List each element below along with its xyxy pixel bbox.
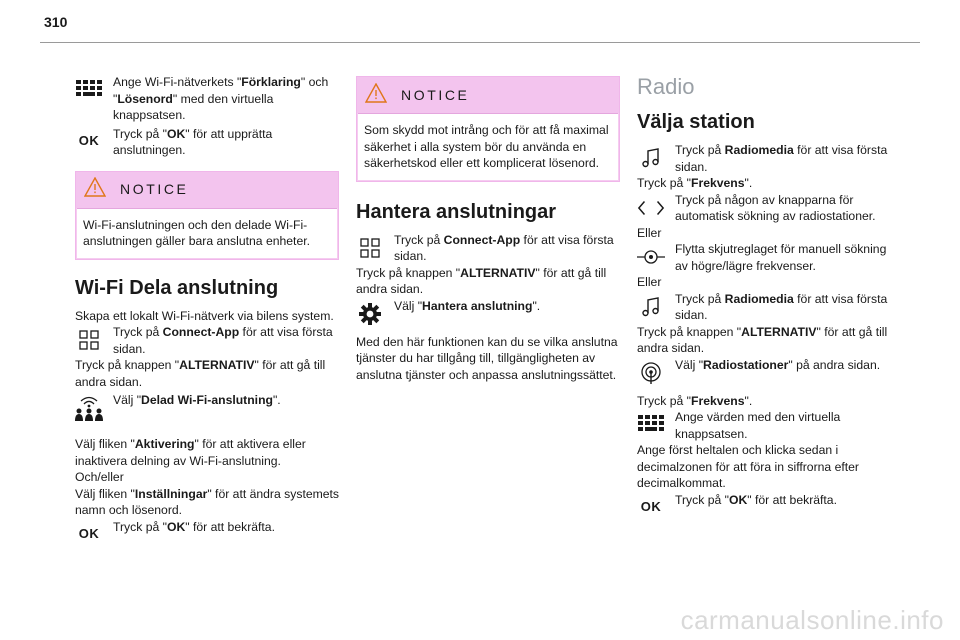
notice-text: Wi-Fi-anslutningen och den delade Wi-Fi-anslutningen gäller bara anslutna enheter. xyxy=(77,208,337,258)
instruction-manual-search xyxy=(637,241,901,274)
frequency-slider-icon xyxy=(637,243,665,271)
ok-icon: OK xyxy=(640,499,662,515)
watermark: carmanualsonline.info xyxy=(680,605,944,635)
warning-icon xyxy=(84,177,106,202)
chevron-left-right-icon xyxy=(637,194,665,222)
ok-icon: OK xyxy=(78,526,100,542)
gear-icon xyxy=(356,300,384,328)
instruction-ok-confirm xyxy=(637,492,901,524)
column-left xyxy=(75,74,339,551)
paragraph-text: Och/eller xyxy=(75,470,124,484)
connect-app-icon xyxy=(75,326,103,354)
wifi-sharing-icon xyxy=(75,392,103,424)
notice-header xyxy=(357,77,619,113)
paragraph-text: Välj fliken "Aktivering" för att aktivera eller inaktivera delning av Wi-Fi-anslutning. xyxy=(75,437,306,468)
paragraph-text: Ange först heltalen och klicka sedan i decimalzonen för att föra in siffrorna efter decimalkommat. xyxy=(637,443,859,490)
instruction-text: Tryck på Connect-App för att visa första sidan. xyxy=(113,325,333,356)
instruction-text: Ange Wi-Fi-nätverkets "Förklaring" och "Lösenord" med den virtuella knappsatsen. xyxy=(113,75,329,122)
instruction-text: Välj "Delad Wi-Fi-anslutning". xyxy=(113,393,281,407)
instruction-ok-confirm xyxy=(75,519,339,551)
instruction-text: Ange värden med den virtuella knappsatsen. xyxy=(675,410,841,441)
music-note-icon xyxy=(637,293,665,321)
notice-box xyxy=(75,171,339,260)
instruction-manage-connection xyxy=(356,298,620,330)
section-heading: Wi-Fi Dela anslutning xyxy=(75,276,279,299)
paragraph-text: Tryck på knappen "ALTERNATIV" för att gå till andra sidan. xyxy=(75,358,326,389)
instruction-text: Tryck på Radiomedia för att visa första sidan. xyxy=(675,143,888,174)
instruction-text: Tryck på någon av knapparna för automatisk sökning av radiostationer. xyxy=(675,192,876,223)
instruction-radiomedia xyxy=(637,291,901,324)
paragraph-text: Tryck på "Frekvens". xyxy=(637,393,753,408)
instruction-text: Flytta skjutreglaget för manuell sökning av högre/lägre frekvenser. xyxy=(675,242,887,273)
warning-icon xyxy=(365,83,387,108)
instruction-text: Välj "Radiostationer" på andra sidan. xyxy=(675,357,881,372)
instruction-text: Tryck på "OK" för att upprätta anslutningen. xyxy=(113,126,273,157)
music-note-icon xyxy=(637,144,665,172)
paragraph-text: Tryck på knappen "ALTERNATIV" för att gå till andra sidan. xyxy=(356,265,607,296)
paragraph-text: Tryck på "Frekvens". xyxy=(637,176,753,190)
notice-title: NOTICE xyxy=(401,86,470,103)
notice-header xyxy=(76,172,338,208)
instruction-text: Tryck på "OK" för att bekräfta. xyxy=(113,519,275,534)
paragraph-text: Tryck på knappen "ALTERNATIV" för att gå till andra sidan. xyxy=(637,324,888,355)
intro-text: Skapa ett lokalt Wi-Fi-nätverk via bilens system. xyxy=(75,308,334,323)
instruction-wifi-sharing xyxy=(75,392,339,432)
paragraph-text: Eller xyxy=(637,275,662,289)
instruction-connect-app xyxy=(356,232,620,265)
paragraph-text: Eller xyxy=(637,225,662,240)
section-heading: Välja station xyxy=(637,111,755,133)
paragraph-text: Med den här funktionen kan du se vilka anslutna tjänster du har tillgång till, tillgängligheten av anslutna tjänster och anpassa anslutningssättet. xyxy=(356,334,618,382)
page-title: Radio xyxy=(637,74,695,99)
instruction-auto-search xyxy=(637,192,901,225)
ok-icon: OK xyxy=(78,133,100,149)
instruction-text: Tryck på Radiomedia för att visa första sidan. xyxy=(675,291,888,322)
instruction-connect-app xyxy=(75,324,339,357)
instruction-radiomedia xyxy=(637,142,901,175)
keypad-icon xyxy=(75,76,103,104)
column-middle xyxy=(356,74,620,383)
notice-box xyxy=(356,76,620,182)
radio-station-icon xyxy=(637,359,665,387)
connect-app-icon xyxy=(356,234,384,262)
instruction-text: Tryck på "OK" för att bekräfta. xyxy=(675,492,837,507)
section-heading: Hantera anslutningar xyxy=(356,200,557,223)
instruction-text: Tryck på Connect-App för att visa första sidan. xyxy=(394,232,614,263)
page-number: 310 xyxy=(44,14,68,30)
instruction-ok xyxy=(75,126,339,159)
instruction-keypad xyxy=(75,74,339,124)
notice-text: Som skydd mot intrång och för att få maximal säkerhet i alla system bör du använda en säkerhetskod eller ett komplicerat lösenord. xyxy=(358,113,618,180)
instruction-keypad xyxy=(637,409,901,442)
column-right xyxy=(637,74,901,524)
paragraph-text: Välj fliken "Inställningar" för att ändra systemets namn och lösenord. xyxy=(75,486,340,517)
keypad-icon xyxy=(637,411,665,439)
instruction-radio-stations xyxy=(637,357,901,393)
instruction-text: Välj "Hantera anslutning". xyxy=(394,298,541,313)
notice-title: NOTICE xyxy=(120,181,189,198)
header-divider xyxy=(40,42,920,43)
